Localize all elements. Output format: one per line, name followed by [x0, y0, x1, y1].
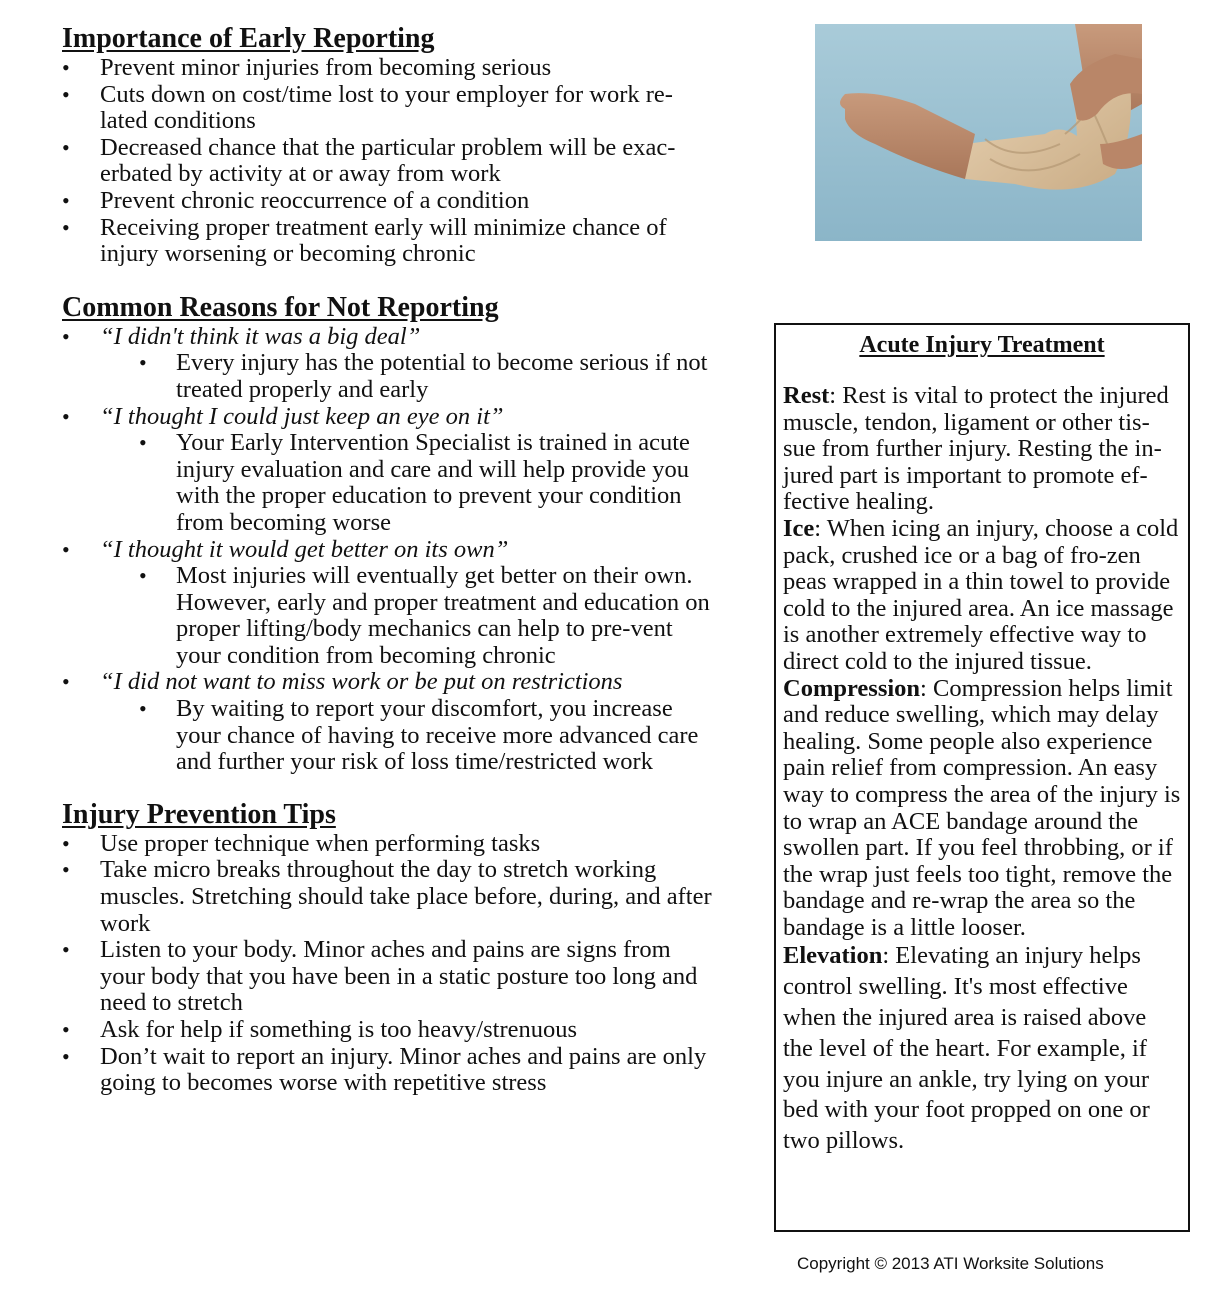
list-item: • Listen to your body. Minor aches and pains are signs from your body that you have been in a static posture too long and need to stretch: [62, 937, 712, 1017]
acute-injury-treatment-box: [774, 323, 1190, 1232]
list-item: • Prevent chronic reoccurrence of a condition: [62, 188, 712, 215]
reasons-heading: Common Reasons for Not Reporting: [62, 291, 499, 323]
list-item: • Prevent minor injuries from becoming serious: [62, 55, 712, 82]
rest-label: Rest: [783, 382, 830, 409]
elevation-label: Elevation: [783, 942, 883, 970]
reason-answer: • Most injuries will eventually get better on their own. However, early and proper treatment and education on proper lifting/body mechanics can help to pre-vent your condition from becoming chronic: [100, 563, 712, 669]
compression-text: : Compression helps limit and reduce swelling, which may delay healing. Some people also experience pain relief from compression. An easy way to compress the area of the injury is to wrap an ACE bandage around the swollen part. If you feel throbbing, or if the wrap just feels too tight, remove the bandage and re-wrap the area so the bandage is a little looser.: [783, 674, 1181, 941]
list-item: • Cuts down on cost/time lost to your employer for work re-lated conditions: [62, 82, 712, 135]
ice-text: : When icing an injury, choose a cold pack, crushed ice or a bag of fro-zen peas wrapped in a thin towel to provide cold to the injured area. An ice massage is another extremely effective way to direct cold to the injured tissue.: [783, 514, 1179, 675]
ice-label: Ice: [783, 514, 815, 542]
reason-quote: “I thought it would get better on its own”: [100, 535, 509, 563]
list-item: [62, 537, 712, 670]
reason-answer: • Every injury has the potential to become serious if not treated properly and early: [100, 350, 712, 403]
box-body: [776, 383, 1188, 1157]
reason-quote: “I thought I could just keep an eye on it”: [100, 402, 504, 430]
prevention-heading: Injury Prevention Tips: [62, 798, 336, 830]
rest-paragraph: [783, 383, 1182, 516]
importance-list: [62, 55, 712, 268]
reasons-list: [62, 324, 712, 776]
ice-paragraph: [783, 516, 1182, 676]
rest-text: : Rest is vital to protect the injured muscle, tendon, ligament or other tis-sue from further injury. Resting the in-jured part is important to promote ef-fective healing.: [783, 382, 1169, 516]
list-item: • Decreased chance that the particular problem will be exac-erbated by activity at or away from work: [62, 135, 712, 188]
box-title: Acute Injury Treatment: [859, 332, 1105, 358]
list-item: • Receiving proper treatment early will minimize chance of injury worsening or becoming chronic: [62, 215, 712, 268]
left-column: [62, 24, 712, 1097]
compression-paragraph: [783, 676, 1182, 942]
importance-heading: Importance of Early Reporting: [62, 23, 435, 54]
list-item: • Use proper technique when performing tasks: [62, 831, 712, 858]
reason-quote: “I did not want to miss work or be put on restrictions: [100, 668, 623, 696]
list-item: [62, 404, 712, 537]
list-item: • Don’t wait to report an injury. Minor aches and pains are only going to becomes worse with repetitive stress: [62, 1044, 712, 1097]
prevention-list: [62, 831, 712, 1097]
list-item: [62, 669, 712, 775]
elevation-paragraph: [783, 941, 1182, 1157]
list-item: • Take micro breaks throughout the day to stretch working muscles. Stretching should take place before, during, and after work: [62, 857, 712, 937]
compression-label: Compression: [783, 674, 921, 702]
list-item: [62, 324, 712, 404]
elevation-text: : Elevating an injury helps control swelling. It's most effective when the injured area is raised above the level of the heart. For example, if you injure an ankle, try lying on your bed with your foot propped on one or two pillows.: [783, 942, 1150, 1155]
copyright-notice: Copyright © 2013 ATI Worksite Solutions: [797, 1254, 1104, 1273]
bandaged-foot-photo: [815, 24, 1142, 241]
bandaged-foot-illustration: [815, 24, 1142, 241]
reason-quote: “I didn't think it was a big deal”: [100, 322, 421, 350]
reason-answer: • By waiting to report your discomfort, you increase your chance of having to receive more advanced care and further your risk of loss time/restricted work: [100, 696, 712, 776]
list-item: • Ask for help if something is too heavy/strenuous: [62, 1017, 712, 1044]
reason-answer: • Your Early Intervention Specialist is trained in acute injury evaluation and care and will help provide you with the proper education to prevent your condition from becoming worse: [100, 430, 712, 536]
